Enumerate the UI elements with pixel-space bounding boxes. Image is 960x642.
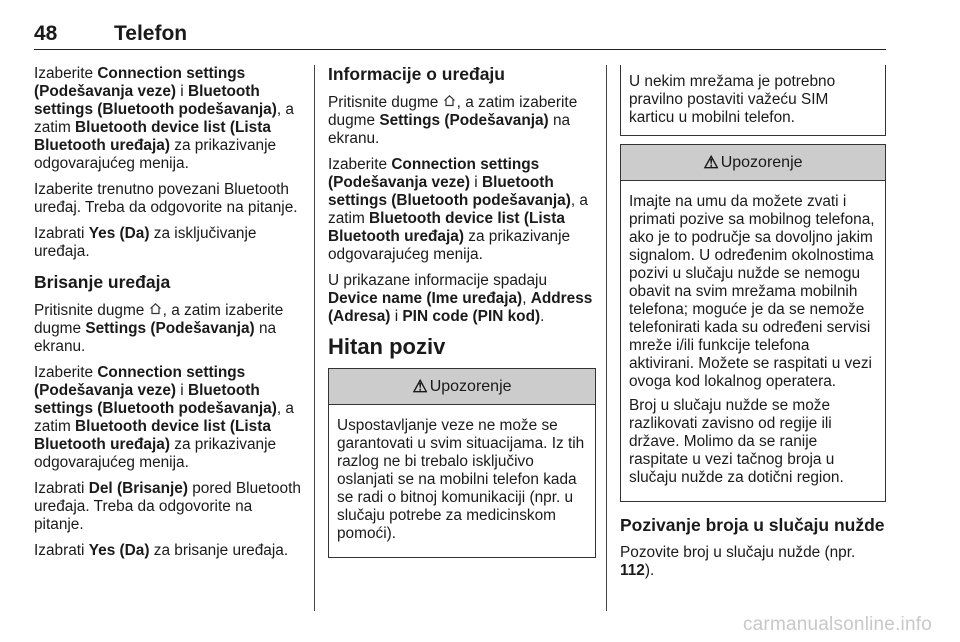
text: Pritisnite dugme <box>34 302 149 319</box>
menu-term: Settings (Podešavanja) <box>379 112 549 129</box>
column-3 <box>620 65 886 588</box>
chapter-heading: Hitan poziv <box>328 334 446 359</box>
menu-term: PIN code (PIN kod) <box>402 308 541 325</box>
column-divider-2 <box>606 65 607 611</box>
menu-term: Connection settings (Podešavanja veze) <box>34 364 246 399</box>
instruction-paragraph <box>34 480 302 534</box>
text: Pritisnite dugme <box>328 94 443 111</box>
text: na ekranu. <box>34 320 277 355</box>
instruction-paragraph <box>328 156 596 264</box>
warning-box <box>328 368 596 558</box>
text: , a zatim <box>34 101 294 136</box>
menu-term: Device name (Ime uređaja) <box>328 290 523 307</box>
chapter-title: Telefon <box>114 22 188 45</box>
menu-term: Bluetooth device list (Lista Bluetooth uređaja) <box>34 119 271 154</box>
warning-triangle-icon: ⚠ <box>703 152 719 172</box>
text: na ekranu. <box>328 112 571 147</box>
instruction-paragraph <box>328 93 596 148</box>
warning-header <box>621 145 885 181</box>
menu-term: Bluetooth device list (Lista Bluetooth uređaja) <box>328 210 565 245</box>
page-number: 48 <box>34 22 58 45</box>
menu-term: Bluetooth settings (Bluetooth podešavanja) <box>34 382 277 417</box>
text: i <box>470 174 482 191</box>
warning-header <box>329 369 595 405</box>
warning-box <box>620 144 886 502</box>
warning-title: Upozorenje <box>720 153 803 171</box>
text: U prikazane informacije spadaju <box>328 272 548 289</box>
section-heading: Pozivanje broja u slučaju nužde <box>620 515 885 535</box>
menu-term: Del (Brisanje) <box>88 480 188 497</box>
text: za prikazivanje odgovarajućeg menija. <box>34 436 277 471</box>
text: Izabrati <box>34 225 89 242</box>
warning-triangle-icon: ⚠ <box>412 376 428 396</box>
instruction-paragraph <box>620 544 886 580</box>
home-icon <box>149 301 163 319</box>
text: Izaberite <box>34 65 98 82</box>
watermark: carmanualsonline.info <box>742 614 932 635</box>
warning-text: Uspostavljanje veze ne može se garantovati u svim situacijama. Iz tih razlog ne bi trebalo isključivo oslanjati se na mobilni telefon kada se radi o bitnoj komunikaciji (npr. u slučaju potrebe za medicinskom pomoći). <box>337 417 585 542</box>
instruction-paragraph: Izaberite trenutno povezani Bluetooth uređaj. Treba da odgovorite na pitanje. <box>34 181 298 216</box>
text: za prikazivanje odgovarajućeg menija. <box>34 137 277 172</box>
text: i <box>176 83 188 100</box>
text: za isključivanje uređaja. <box>34 225 257 260</box>
header-rule <box>34 49 886 50</box>
text: . <box>540 308 545 325</box>
warning-body <box>329 405 595 557</box>
instruction-paragraph <box>34 65 302 173</box>
text: , a zatim <box>34 400 294 435</box>
warning-text: Broj u slučaju nužde se može razlikovati zavisno od regije ili države. Molimo da se ranije raspitate u vezi tačnog broja u slučaju nužde za dotični region. <box>629 397 844 486</box>
text: pored Bluetooth uređaja. Treba da odgovorite na pitanje. <box>34 480 301 533</box>
column-divider-1 <box>314 65 315 611</box>
menu-term: Yes (Da) <box>88 542 150 559</box>
note-text: U nekim mrežama je potrebno pravilno postaviti važeću SIM karticu u mobilni telefon. <box>629 73 836 126</box>
menu-term: Connection settings (Podešavanja veze) <box>328 156 540 191</box>
menu-term: Bluetooth settings (Bluetooth podešavanja) <box>34 83 277 118</box>
text: , a zatim izaberite dugme <box>328 94 578 129</box>
note-box <box>620 65 886 136</box>
warning-text: Imajte na umu da možete zvati i primati pozive sa mobilnog telefona, ako je to područje sa dovoljno jakim signalom. U određenim okolnostima pozivi u slučaju nužde se nemogu obavit na svim mrežama mobilnih telefona; moguće je da se nemože telefonirati kada su određeni servisi mreže i/ili funkcije telefona aktivirani. Možete se raspitati u vezi ovoga kod lokalnog operatera. <box>629 193 875 390</box>
instruction-paragraph <box>34 225 302 261</box>
warning-title: Upozorenje <box>429 377 512 395</box>
home-icon <box>443 93 457 111</box>
text: Izaberite <box>328 156 392 173</box>
text: , a zatim izaberite dugme <box>34 302 284 337</box>
column-1 <box>34 65 302 568</box>
text: , <box>522 290 531 307</box>
menu-term: Connection settings (Podešavanja veze) <box>34 65 246 100</box>
text: i <box>176 382 188 399</box>
text: za prikazivanje odgovarajućeg menija. <box>328 228 571 263</box>
menu-term: Address (Adresa) <box>328 290 593 325</box>
menu-term: Settings (Podešavanja) <box>85 320 255 337</box>
instruction-paragraph <box>34 542 302 560</box>
warning-body <box>621 181 885 501</box>
text: za brisanje uređaja. <box>149 542 289 559</box>
emergency-number: 112 <box>620 562 645 579</box>
text: i <box>390 308 403 325</box>
text: Izaberite <box>34 364 98 381</box>
section-heading: Informacije o uređaju <box>328 64 505 84</box>
instruction-paragraph <box>328 272 596 326</box>
column-2 <box>328 65 596 558</box>
instruction-paragraph <box>34 301 302 356</box>
text: Izabrati <box>34 480 89 497</box>
text: Pozovite broj u slučaju nužde (npr. <box>620 544 856 561</box>
menu-term: Bluetooth device list (Lista Bluetooth uređaja) <box>34 418 271 453</box>
instruction-paragraph <box>34 364 302 472</box>
page-header <box>34 22 884 52</box>
text: ). <box>644 562 655 579</box>
section-heading: Brisanje uređaja <box>34 272 171 292</box>
text: Izabrati <box>34 542 89 559</box>
menu-term: Bluetooth settings (Bluetooth podešavanja) <box>328 174 571 209</box>
menu-term: Yes (Da) <box>88 225 150 242</box>
text: , a zatim <box>328 192 588 227</box>
